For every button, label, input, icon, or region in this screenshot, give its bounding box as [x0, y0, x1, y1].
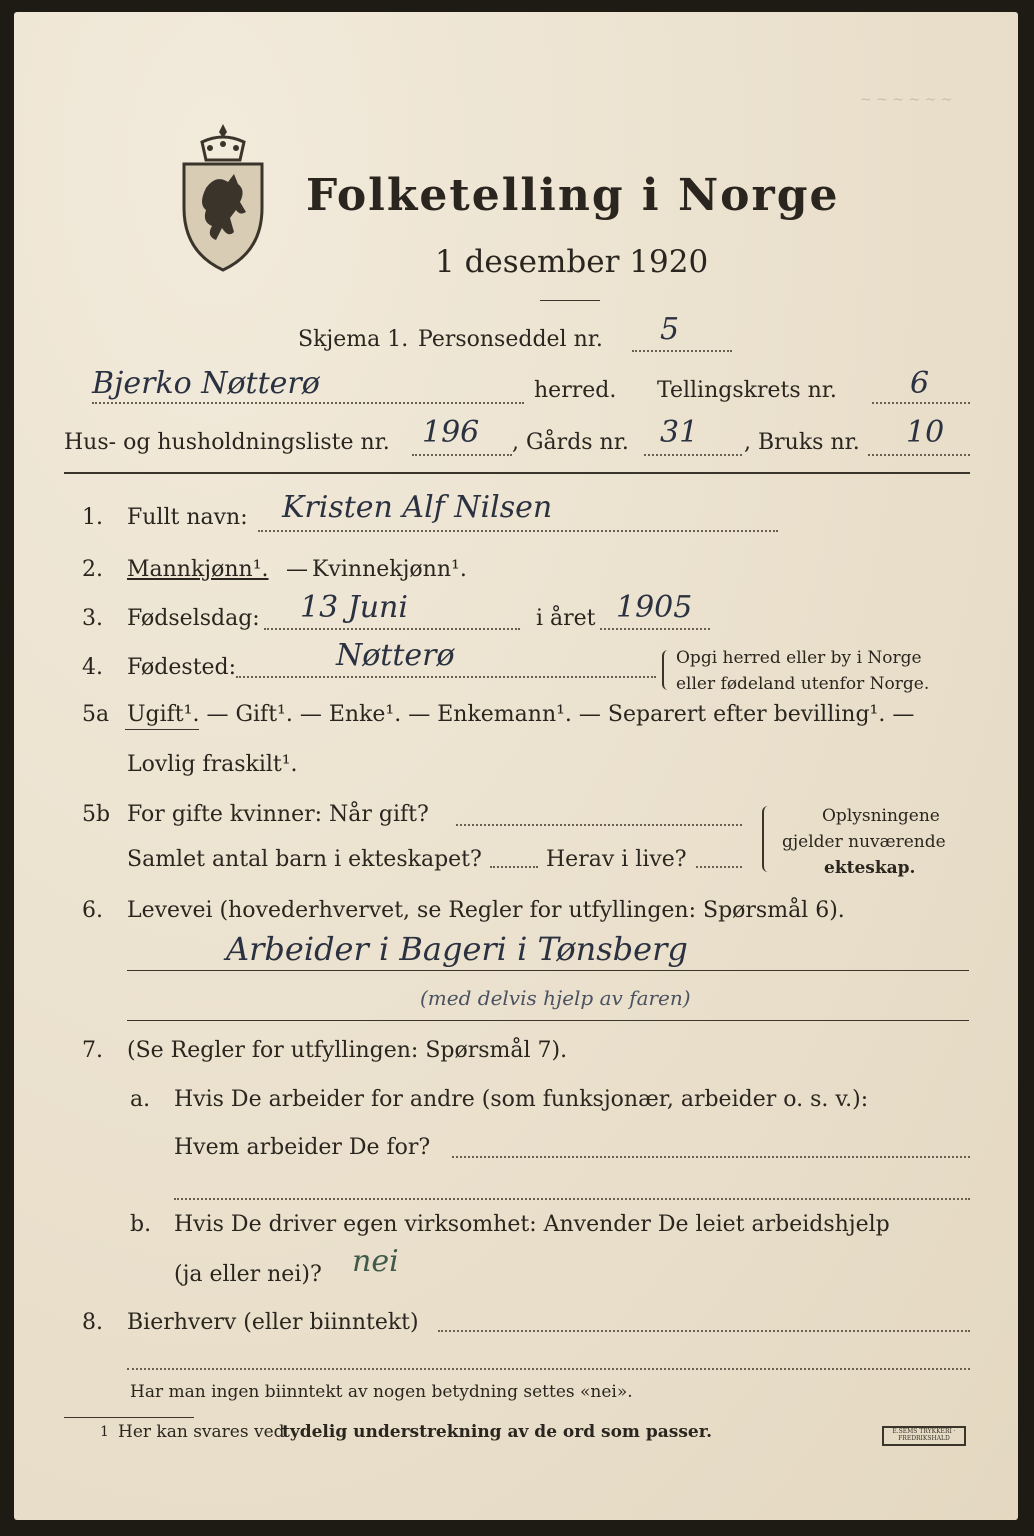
q4-label: Fødested: [127, 655, 237, 680]
q6-occupation-value[interactable]: Arbeider i Bageri i Tønsberg [226, 930, 688, 968]
footnote-text-a: Her kan svares ved [118, 1422, 285, 1442]
q4-field-line [236, 676, 656, 678]
gards-value[interactable]: 31 [660, 415, 699, 450]
hus-label: Hus- og husholdningsliste nr. [64, 430, 390, 455]
q5b-brace [762, 806, 772, 872]
q1-number: 1. [82, 505, 103, 530]
q5b-note3: ekteskap. [824, 858, 916, 878]
footnote-divider [64, 1417, 194, 1418]
footnote-text-b: tydelig understrekning av de ord som passer. [282, 1422, 713, 1442]
q5b-married-line [456, 824, 742, 826]
q7b-text: Hvis De driver egen virksomhet: Anvender De leiet arbeidshjelp [174, 1212, 890, 1237]
hus-value[interactable]: 196 [422, 415, 480, 450]
q1-field-line [258, 530, 778, 532]
q5b-children-label: Samlet antal barn i ekteskapet? [127, 847, 482, 872]
q7a-field-line2[interactable] [174, 1198, 970, 1200]
q6-line2 [127, 1020, 969, 1021]
herred-field-line [92, 402, 524, 404]
q4-brace [662, 650, 670, 690]
q5a-options-line2[interactable]: Lovlig fraskilt¹. [127, 752, 298, 777]
title-divider [540, 300, 600, 301]
q6-occupation-note[interactable]: (med delvis hjelp av faren) [420, 986, 691, 1010]
tellingskrets-field-line [872, 402, 970, 404]
q7b-answer-value[interactable]: nei [352, 1244, 399, 1279]
q7a-letter: a. [130, 1087, 151, 1112]
q6-line1 [127, 970, 969, 971]
bruks-field-line [868, 454, 970, 456]
printer-stamp [882, 1426, 966, 1446]
gards-label: , Gårds nr. [512, 430, 629, 455]
q8-field-line2[interactable] [127, 1368, 970, 1370]
q5b-married-when: For gifte kvinner: Når gift? [127, 802, 429, 827]
q7-number: 7. [82, 1038, 103, 1063]
q3-birthday-value[interactable]: 13 Juni [300, 590, 408, 625]
q4-note-line2: eller fødeland utenfor Norge. [676, 674, 930, 694]
q5a-options[interactable]: Ugift¹. — Gift¹. — Enke¹. — Enkemann¹. — Separert efter bevilling¹. — [127, 702, 915, 727]
q4-note-line1: Opgi herred eller by i Norge [676, 648, 922, 668]
footer-note: Har man ingen biinntekt av nogen betydning settes «nei». [130, 1382, 633, 1402]
q2-female-option[interactable]: Kvinnekjønn¹. [312, 557, 467, 582]
header-divider [64, 472, 970, 474]
q5b-alive-line [696, 866, 742, 868]
q5b-note2: gjelder nuværende [782, 832, 946, 852]
q1-full-name-value[interactable]: Kristen Alf Nilsen [282, 490, 553, 525]
q7a-field-line[interactable] [452, 1156, 970, 1158]
q8-label: Bierhverv (eller biinntekt) [127, 1310, 419, 1335]
q2-number: 2. [82, 557, 103, 582]
q3-field-line [264, 628, 520, 630]
q3-year-value[interactable]: 1905 [616, 590, 693, 625]
schema-label: Skjema 1. [298, 327, 409, 352]
hus-field-line [412, 454, 512, 456]
q7b-letter: b. [130, 1212, 152, 1237]
q1-label: Fullt navn: [127, 505, 248, 530]
q3-year-line [600, 628, 710, 630]
q6-label: Levevei (hovederhvervet, se Regler for utfyllingen: Spørsmål 6). [127, 898, 845, 923]
q8-field-line[interactable] [438, 1330, 970, 1332]
q5a-ugift-underline [125, 729, 199, 730]
q4-number: 4. [82, 655, 103, 680]
tellingskrets-value[interactable]: 6 [910, 366, 930, 401]
show-through-text: ~ ~ ~ ~ ~ ~ [860, 92, 953, 108]
q5a-number: 5a [82, 702, 110, 727]
q5b-alive-label: Herav i live? [546, 847, 687, 872]
personseddel-value[interactable]: 5 [660, 312, 680, 347]
bruks-value[interactable]: 10 [906, 415, 945, 450]
q5b-children-line [490, 866, 538, 868]
q3-label: Fødselsdag: [127, 606, 260, 631]
personseddel-field-line [632, 350, 732, 352]
q7a-text: Hvis De arbeider for andre (som funksjonær, arbeider o. s. v.): [174, 1087, 869, 1112]
herred-value[interactable]: Bjerko Nøtterø [92, 366, 320, 401]
tellingskrets-label: Tellingskrets nr. [657, 378, 837, 403]
q3-year-label: i året [536, 606, 596, 631]
printer-stamp-text: E.SEMS TRYKKERI · FREDRIKSHALD [892, 1428, 956, 1442]
q7b-question: (ja eller nei)? [174, 1262, 322, 1287]
herred-label: herred. [534, 378, 617, 403]
footnote-number: 1 [100, 1424, 109, 1440]
q3-number: 3. [82, 606, 103, 631]
form-title: Folketelling i Norge [306, 170, 840, 221]
q4-birthplace-value[interactable]: Nøtterø [336, 638, 455, 673]
q5b-number: 5b [82, 802, 111, 827]
q5b-note1: Oplysningene [822, 806, 940, 826]
personseddel-label: Personseddel nr. [418, 327, 603, 352]
q2-separator: — [286, 557, 308, 582]
q7-label: (Se Regler for utfyllingen: Spørsmål 7). [127, 1038, 568, 1063]
q8-number: 8. [82, 1310, 103, 1335]
gards-field-line [644, 454, 742, 456]
q2-male-option[interactable]: Mannkjønn¹. [127, 557, 269, 582]
norway-coat-of-arms-icon [180, 122, 266, 274]
census-date: 1 desember 1920 [435, 244, 709, 280]
q7a-question: Hvem arbeider De for? [174, 1135, 431, 1160]
q6-number: 6. [82, 898, 103, 923]
bruks-label: , Bruks nr. [744, 430, 860, 455]
